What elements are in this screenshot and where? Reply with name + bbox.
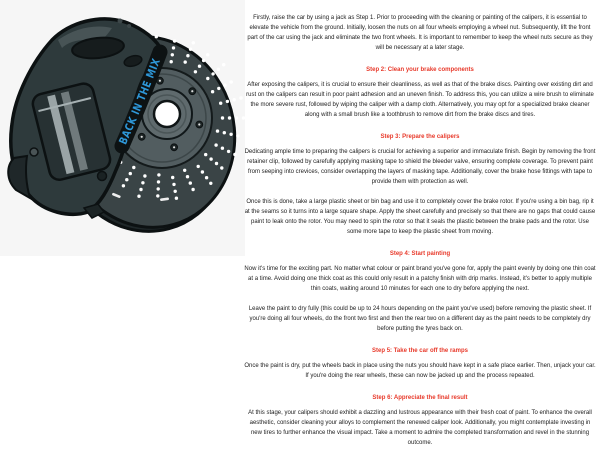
step2-heading: Step 2: Clean your brake components (366, 67, 474, 73)
paragraph-step1: Firstly, raise the car by using a jack as Step 1. Prior to proceeding with the cleaning or painting of the calipers, it is essential to elevate the vehicle from the ground. Initially, loosen the nuts on all four wheels employing a wheel nut. Subsequently, lift the front part of the car using the jack and eliminate the two front wheels. It is important to remember to keep the wheel nuts secure as they will be necessary at a later stage. (247, 15, 593, 51)
illustration-panel (0, 0, 245, 256)
paragraph-step2: After exposing the calipers, it is crucial to ensure their cleanliness, as well as that of the brake discs. Painting over existing dirt and rust on the calipers can result in poor paint adhesion and an uneven finish. To address this, you can utilize a wire brush to eliminate the more severe rust, followed by wiping the caliper with a damp cloth. Alternatively, you may opt for a specialized brake cleaner along with a small brush like a toothbrush to remove dirt from the brake discs and tires. (246, 82, 594, 118)
paragraph-step3b: Once this is done, take a large plastic sheet or bin bag and use it to completely cover the brake rotor. If you're using a bin bag, rip it at the seams so it turns into a large square shape. Apply the sheet carefully and precisely so that there are no gaps that could cause paint to leak onto the rotor. You may need to spin the rotor so that it seals the plastic between the brake pads and the rotor. Use some more tape to keep the plastic sheet from moving. (244, 199, 596, 235)
caliper-graffiti-text: BACK IN THE MIX (116, 54, 164, 147)
brake-caliper-illustration (0, 0, 245, 256)
paragraph-step6: At this stage, your calipers should exhibit a dazzling and lustrous appearance with their fresh coat of paint. To enhance the overall aesthetic, consider cleaning your alloys to complement the renewed caliper look. Additionally, you might contemplate investing in new tires to further enhance the visual impact. Take a moment to admire the completed transformation and revel in the stunning outcome. (248, 410, 592, 446)
article (244, 13, 596, 458)
paragraph-step5: Once the paint is dry, put the wheels back in place using the nuts you should have kept in a safe place earlier. Then, unjack your car. If you're doing the rear wheels, these can now be jacked up and the process repeated. (244, 363, 596, 379)
paragraph-step3a: Dedicating ample time to preparing the calipers is crucial for achieving a superior and immaculate finish. Begin by removing the front retainer clip, followed by carefully applying masking tape to shield the bleeder valve, ensuring complete coverage. To prevent paint from seeping into crevices, consider overlapping the layers of masking tape. Additionally, cover the brake hose fittings with tape to provide them with protection as well. (244, 149, 596, 185)
paragraph-step4a: Now it's time for the exciting part. No matter what colour or paint brand you've gone for, apply the paint evenly by doing one thin coat at a time. Avoid doing one thick coat as this could only result in a patchy finish with drip marks. Instead, it's better to apply multiple thin coats, waiting around 10 minutes for each one to dry before applying the next. (244, 266, 596, 292)
hub-bore (154, 101, 180, 127)
step3-heading: Step 3: Prepare the calipers (380, 134, 460, 140)
paragraph-step4b: Leave the paint to dry fully (this could be up to 24 hours depending on the paint you've used) before removing the plastic sheet. If you're doing all four wheels, do the front two first and then the rear two on a different day as the paint needs to be completely dry before putting the tyres back on. (248, 306, 592, 332)
step6-heading: Step 6: Appreciate the final result (372, 395, 468, 401)
step4-heading: Step 4: Start painting (389, 251, 451, 257)
step5-heading: Step 5: Take the car off the ramps (372, 348, 468, 354)
